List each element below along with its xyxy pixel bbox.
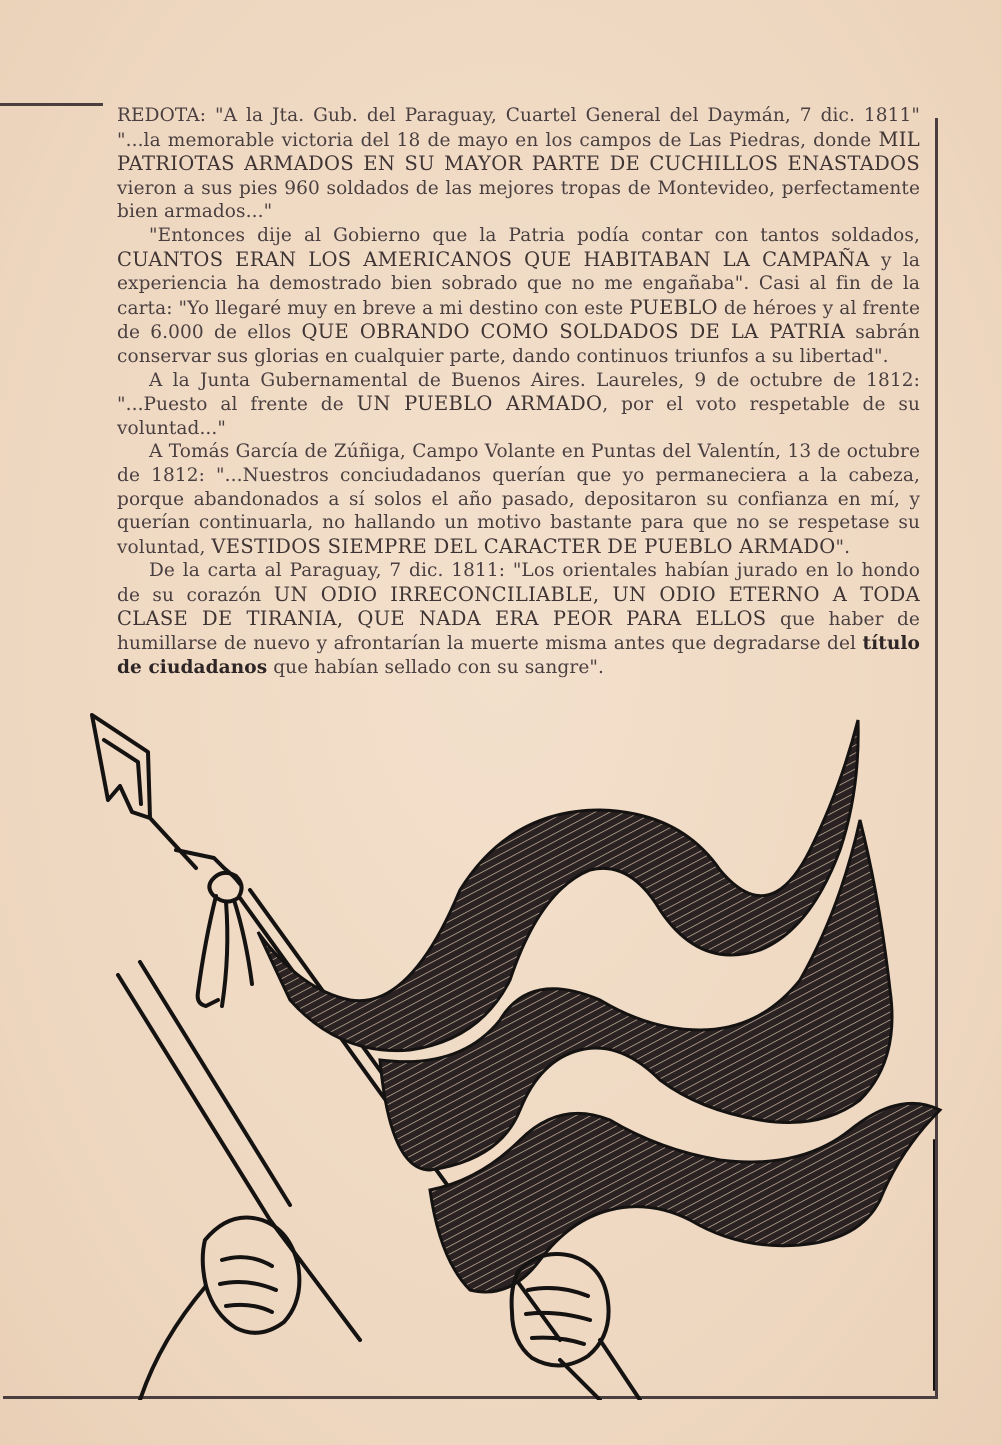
text-run: que habían sellado con su sangre". (267, 656, 604, 678)
text-run: que haber de humillarse de nuevo y afrontarían la muerte misma antes que degradarse del (117, 609, 920, 655)
text-run: ". (835, 536, 851, 558)
document-text (117, 104, 920, 679)
text-run: y la experiencia ha demostrado bien sobrado que no me engañaba". Casi al fin de la carta: "Yo llegaré muy en breve a mi destino con este (117, 249, 920, 319)
top-left-rule (0, 103, 103, 106)
emphasis-caps: UN ODIO IRRECONCILIABLE, UN ODIO ETERNO A TODA CLASE DE TIRANIA, QUE NADA ERA PEOR PARA ELLOS (117, 582, 920, 631)
paragraph-4 (117, 440, 920, 559)
text-run: A la Junta Gubernamental de Buenos Aires. Laureles, 9 de octubre de 1812: "...Puesto al frente de (117, 369, 920, 416)
emphasis-caps: PUEBLO (629, 295, 718, 319)
paragraph-3 (117, 369, 920, 441)
flag-and-lance-drawing-icon (0, 700, 1002, 1400)
flag-cloth (258, 720, 940, 1292)
text-run: REDOTA: "A la Jta. Gub. del Paraguay, Cuartel General del Daymán, 7 dic. 1811" "...la memorable victoria del 18 de mayo en los campos de Las Piedras, donde (117, 105, 920, 151)
paragraph-5 (117, 559, 920, 679)
text-run: de héroes y al frente de 6.000 de ellos (117, 297, 921, 344)
emphasis-bold: título de ciudadanos (117, 633, 920, 678)
text-run: "Entonces dije al Gobierno que la Patria podía contar con tantos soldados, (149, 224, 920, 246)
left-hand (203, 1218, 300, 1333)
paragraph-1 (117, 104, 920, 224)
emphasis-caps: UN PUEBLO ARMADO (356, 392, 603, 416)
emphasis-caps: MIL PATRIOTAS ARMADOS EN SU MAYOR PARTE DE CUCHILLOS ENASTADOS (117, 127, 920, 176)
text-run: De la carta al Paraguay, 7 dic. 1811: "Los orientales habían jurado en lo hondo de su corazón (117, 560, 920, 606)
text-run: , por el voto respetable de su voluntad..." (117, 394, 921, 439)
emphasis-caps: VESTIDOS SIEMPRE DEL CARACTER DE PUEBLO ARMADO (211, 534, 836, 558)
emphasis-caps: QUE OBRANDO COMO SOLDADOS DE LA PATRIA (301, 320, 845, 344)
text-run: sabrán conservar sus glorias en cualquier parte, dando continuos triunfos a su libertad". (117, 322, 920, 367)
paragraph-2 (117, 224, 920, 369)
text-run: vieron a sus pies 960 soldados de las mejores tropas de Montevideo, perfectamente bien armados..." (117, 177, 920, 223)
emphasis-caps: CUANTOS ERAN LOS AMERICANOS QUE HABITABAN LA CAMPAÑA (117, 247, 870, 271)
text-run: A Tomás García de Zúñiga, Campo Volante en Puntas del Valentín, 13 de octubre de 1812: "...Nuestros conciudadanos querían que yo permaneciera a la cabeza, porque abandonados a sí solos el año pasado, depositaron su confianza en mí, y querían continuarla, no hallando un motivo bastante para que no se respetase su voluntad, (117, 441, 920, 558)
